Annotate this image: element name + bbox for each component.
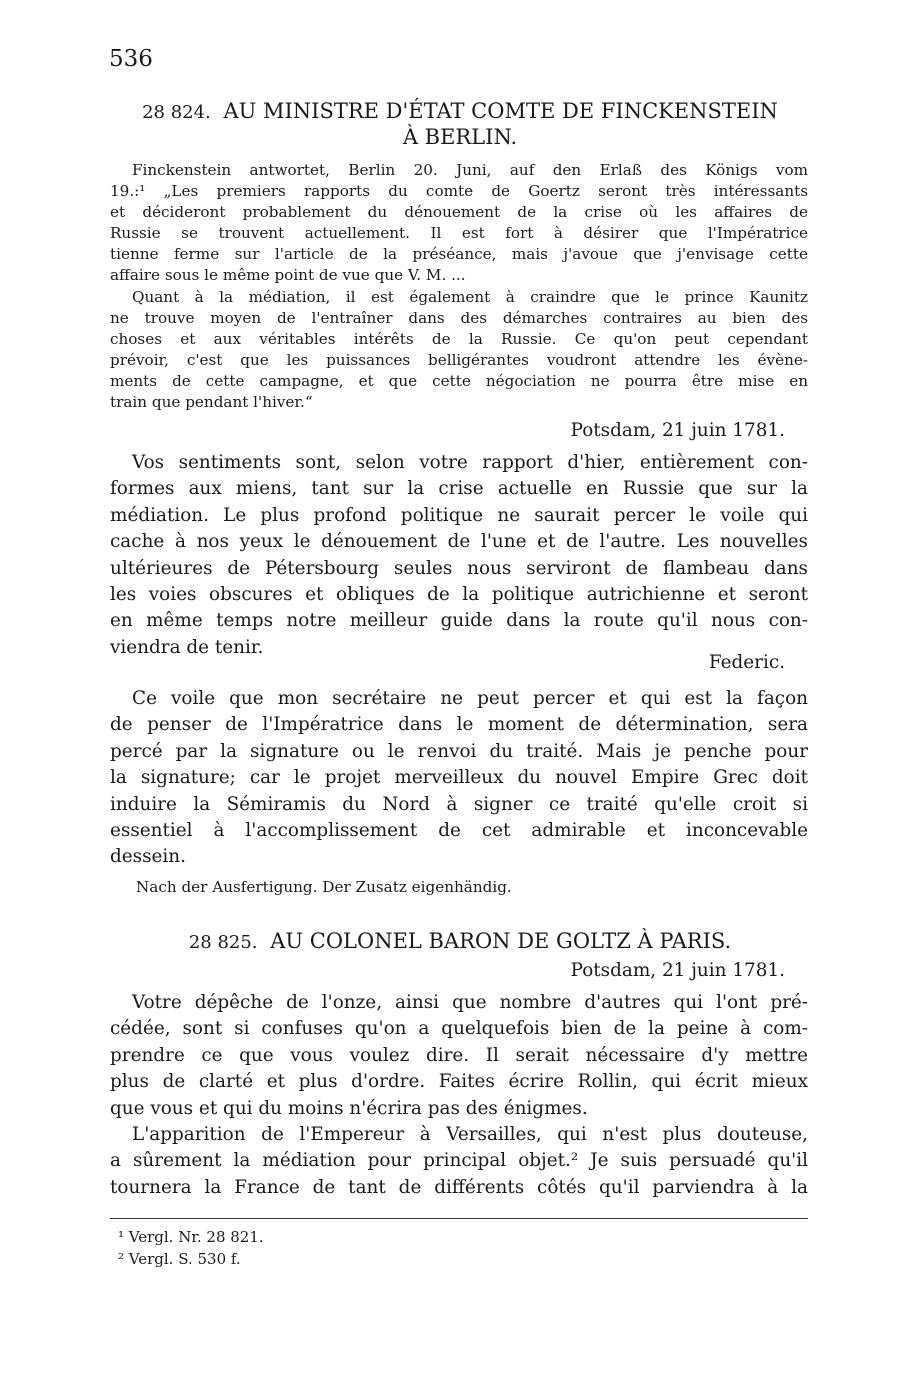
letter-number: 28 824. [142, 102, 211, 123]
postscript-line: essentiel à l'accomplissement de cet admirable et inconcevable [110, 820, 808, 842]
body-line: tournera la France de tant de différents côtés qu'il parviendra à la [110, 1176, 808, 1198]
postscript-line: de penser de l'Impératrice dans le moment de détermination, sera [110, 714, 808, 736]
summary-line: ne trouve moyen de l'entraîner dans des démarches contraires au bien des [110, 308, 808, 327]
summary-line: train que pendant l'hiver.“ [110, 393, 313, 412]
letter-summary [110, 160, 808, 413]
summary-line: affaire sous le même point de vue que V. M. ... [110, 266, 466, 285]
letter-date: Potsdam, 21 juin 1781. [570, 960, 785, 981]
letter-title-line2: À BERLIN. [402, 125, 518, 149]
source-note: Nach der Ausfertigung. Der Zusatz eigenhändig. [136, 878, 512, 896]
summary-line: Russie se trouvent actuellement. Il est fort à désirer que l'Impératrice [110, 224, 808, 243]
footnote: ² Vergl. S. 530 f. [118, 1250, 241, 1268]
summary-line: 19.:¹ „Les premiers rapports du comte de Goertz seront très intéressants [110, 182, 808, 201]
page-number: 536 [109, 46, 153, 72]
postscript-line: la signature; car le projet merveilleux du nouvel Empire Grec doit [110, 767, 808, 789]
body-line: Votre dépêche de l'onze, ainsi que nombre d'autres qui l'ont pré- [132, 992, 808, 1013]
letter-date: Potsdam, 21 juin 1781. [570, 420, 785, 441]
summary-line: Finckenstein antwortet, Berlin 20. Juni, auf den Erlaß des Königs vom [132, 161, 808, 179]
letter-title: AU COLONEL BARON DE GOLTZ À PARIS. [270, 929, 732, 953]
summary-line: ments de cette campagne, et que cette négociation ne pourra être mise en [110, 371, 808, 390]
postscript-line: dessein. [110, 846, 186, 868]
summary-line: Quant à la médiation, il est également à craindre que le prince Kaunitz [132, 287, 808, 306]
body-line: cache à nos yeux le dénouement de l'une et de l'autre. Les nouvelles [110, 531, 808, 553]
body-line: en même temps notre meilleur guide dans la route qu'il nous con- [110, 610, 808, 632]
letter-body [110, 450, 808, 661]
body-line: que vous et qui du moins n'écrira pas des énigmes. [110, 1097, 588, 1119]
summary-line: prévoir, c'est que les puissances belligérantes voudront attendre les évène- [110, 350, 808, 369]
letter-number: 28 825. [188, 932, 258, 953]
footnote-divider [110, 1218, 808, 1219]
summary-line: et décideront probablement du dénouement de la crise où les affaires de [110, 203, 808, 222]
footnote: ¹ Vergl. Nr. 28 821. [118, 1228, 264, 1246]
postscript [110, 686, 808, 871]
postscript-line: percé par la signature ou le renvoi du traité. Mais je penche pour [110, 740, 808, 762]
body-line: formes aux miens, tant sur la crise actuelle en Russie que sur la [110, 478, 808, 500]
body-line: médiation. Le plus profond politique ne saurait percer le voile qui [110, 504, 808, 526]
summary-line: tienne ferme sur l'article de la préséance, mais j'avoue que j'envisage cette [110, 245, 808, 264]
signature: Federic. [708, 652, 785, 673]
body-line: ultérieures de Pétersbourg seules nous serviront de flambeau dans [110, 557, 808, 579]
letter-body [110, 990, 808, 1201]
summary-line: choses et aux véritables intérêts de la Russie. Ce qu'on peut cependant [110, 329, 808, 348]
body-line: Vos sentiments sont, selon votre rapport d'hier, entièrement con- [132, 452, 808, 473]
body-line: viendra de tenir. [110, 636, 264, 658]
postscript-line: Ce voile que mon secrétaire ne peut percer et qui est la façon [132, 688, 808, 709]
letter-heading [100, 928, 820, 956]
body-line: plus de clarté et plus d'ordre. Faites écrire Rollin, qui écrit mieux [110, 1071, 808, 1093]
letter-heading [100, 98, 820, 126]
body-line: prendre ce que vous voulez dire. Il serait nécessaire d'y mettre [110, 1044, 808, 1066]
body-line: les voies obscures et obliques de la politique autrichienne et seront [110, 584, 808, 606]
body-line: L'apparition de l'Empereur à Versailles, qui n'est plus douteuse, [132, 1124, 808, 1146]
body-line: cédée, sont si confuses qu'on a quelquefois bien de la peine à com- [110, 1018, 808, 1040]
postscript-line: induire la Sémiramis du Nord à signer ce traité qu'elle croit si [110, 793, 808, 815]
body-line: a sûrement la médiation pour principal objet.² Je suis persuadé qu'il [110, 1150, 808, 1172]
letter-title-line1: AU MINISTRE D'ÉTAT COMTE DE FINCKENSTEIN [223, 99, 778, 123]
